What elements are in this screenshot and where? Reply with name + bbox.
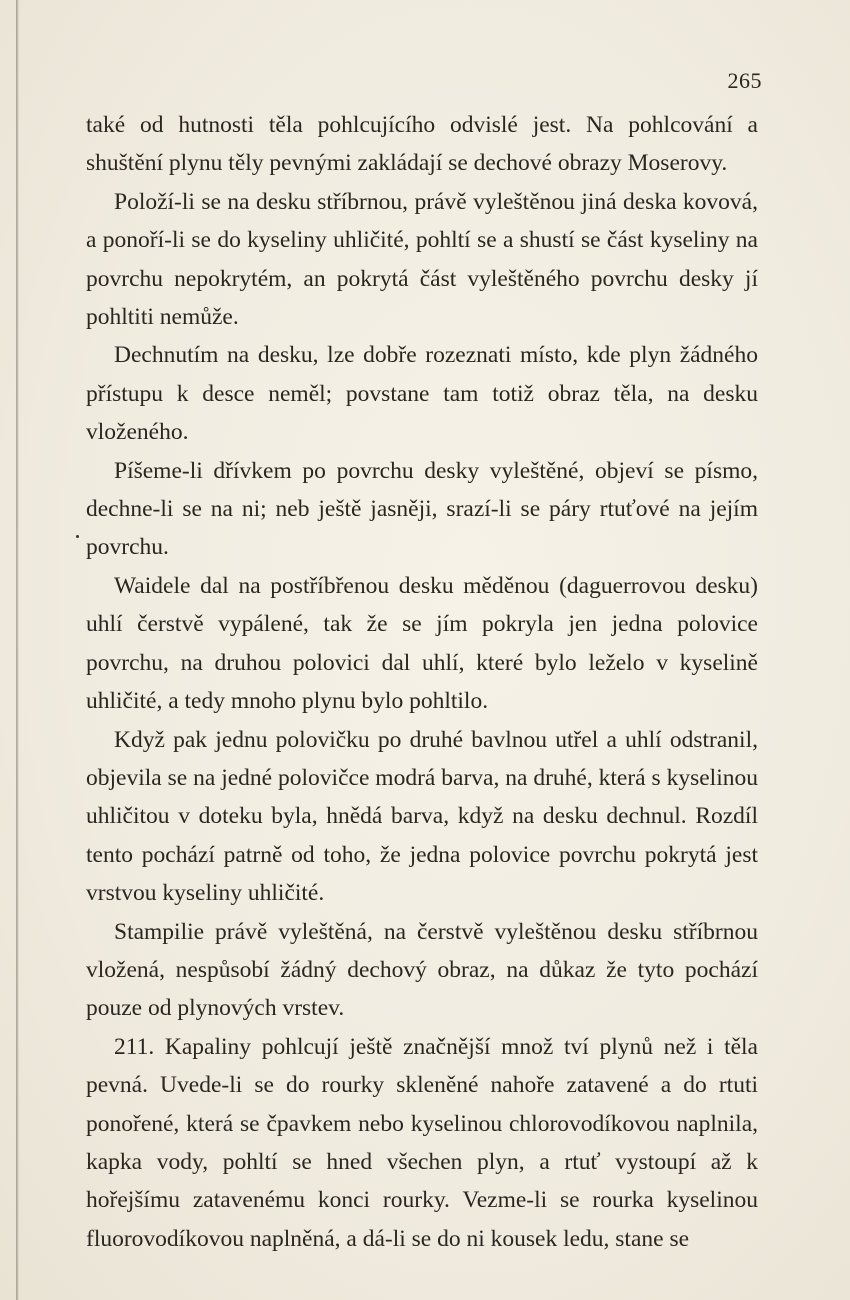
paragraph-3: Píšeme-li dřívkem po povrchu desky vyleštěné, objeví se písmo, dechne-li se na ni; neb ještě jasněji, srazí-li se páry rtuťové na jejím povrchu. [86, 457, 758, 561]
paragraph-0: také od hutnosti těla pohlcujícího odvislé jest. Na pohlcování a shuštění plynu těly pevnými zakládají se dechové obrazy Moserovy. [86, 112, 758, 177]
paragraph-7: 211. Kapaliny pohlcují ještě značnější množ tví plynů než i těla pevná. Uvede-li se do rourky skleněné nahoře zatavené a do rtuti ponořené, která se čpavkem nebo kyselinou chlorovodíkovou naplnila, kapka vody, pohltí se hned všechen plyn, a rtuť vystoupí až k hořejšímu zatavenému konci rourky. Vezme-li se rourka kyselinou fluorovodíkovou naplněná, a dá-li se do ni kousek ledu, stane se [86, 1033, 758, 1252]
body-text [86, 106, 758, 1258]
margin-mark [76, 535, 79, 538]
paragraph-2: Dechnutím na desku, lze dobře rozeznati místo, kde plyn žádného přístupu k desce neměl; povstane tam totiž obraz těla, na desku vloženého. [86, 342, 758, 446]
paragraph-6: Stampilie právě vyleštěná, na čerstvě vyleštěnou desku stříbrnou vložená, nespůsobí žádný dechový obraz, na důkaz že tyto pochází pouze od plynových vrstev. [86, 918, 758, 1022]
paragraph-5: Když pak jednu polovičku po druhé bavlnou utřel a uhlí odstranil, objevila se na jedné polovičce modrá barva, na druhé, která s kyselinou uhličitou v doteku byla, hnědá barva, když na desku dechnul. Rozdíl tento pochází patrně od toho, že jedna polovice povrchu pokrytá jest vrstvou kyseliny uhličité. [86, 726, 758, 907]
binding-edge [16, 0, 19, 1300]
paragraph-4: Waidele dal na postříbřenou desku měděnou (daguerrovou desku) uhlí čerstvě vypálené, tak že se jím pokryla jen jedna polovice povrchu, na druhou polovici dal uhlí, které bylo leželo v kyselině uhličité, a tedy mnoho plynu bylo pohltilo. [86, 572, 758, 715]
page-number: 265 [727, 68, 762, 93]
paragraph-1: Položí-li se na desku stříbrnou, právě vyleštěnou jiná deska kovová, a ponoří-li se do kyseliny uhličité, pohltí se a shustí se část kyseliny na povrchu nepokrytém, an pokrytá část vyleštěného povrchu desky jí pohltiti nemůže. [86, 188, 758, 331]
